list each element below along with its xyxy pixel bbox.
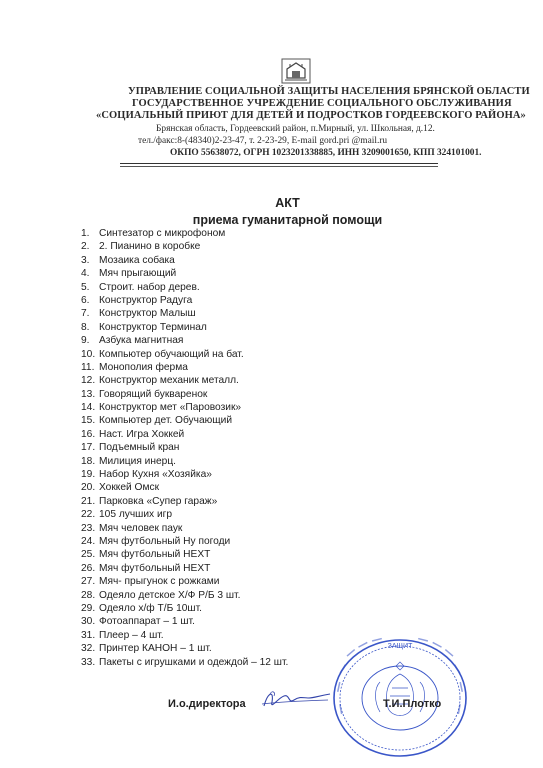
- letterhead-rule-thin: [120, 166, 438, 167]
- list-item-number: 6.: [81, 294, 90, 306]
- letterhead-address: Брянская область, Гордеевский район, п.Мирный, ул. Школьная, д.12.: [156, 124, 435, 134]
- list-item-number: 10.: [81, 348, 96, 360]
- list-item-number: 4.: [81, 268, 90, 280]
- list-item: [81, 428, 288, 441]
- list-item: [81, 348, 288, 361]
- list-item: [81, 267, 288, 280]
- list-item-text: Хоккей Омск: [99, 482, 160, 494]
- list-item: [81, 575, 288, 588]
- list-item: [81, 441, 288, 454]
- list-item-number: 7.: [81, 308, 90, 320]
- seal-lettering: ЗАЩИТ: [387, 643, 413, 650]
- list-item-number: 8.: [81, 321, 90, 333]
- list-item-text: Мозаика собака: [99, 254, 175, 266]
- list-item-number: 9.: [81, 335, 90, 347]
- list-item-text: Мяч футбольный НЕХТ: [99, 562, 211, 574]
- list-item-number: 29.: [81, 602, 96, 614]
- list-item-number: 32.: [81, 643, 96, 655]
- list-item-text: Набор Кухня «Хозяйка»: [99, 469, 212, 481]
- items-list: [81, 227, 288, 669]
- letterhead-codes: ОКПО 55638072, ОГРН 1023201338885, ИНН 3209001650, КПП 324101001.: [170, 148, 482, 158]
- coat-of-arms-icon: [281, 58, 311, 84]
- list-item-number: 21.: [81, 495, 96, 507]
- list-item: [81, 629, 288, 642]
- list-item-text: 105 лучших игр: [99, 509, 173, 521]
- list-item: [81, 535, 288, 548]
- list-item-number: 12.: [81, 375, 96, 387]
- list-item: [81, 240, 288, 253]
- list-item-text: Подъемный кран: [99, 442, 180, 454]
- list-item-number: 13.: [81, 388, 96, 400]
- list-item: [81, 227, 288, 240]
- list-item: [81, 508, 288, 521]
- letterhead-line-1: УПРАВЛЕНИЕ СОЦИАЛЬНОЙ ЗАЩИТЫ НАСЕЛЕНИЯ БРЯНСКОЙ ОБЛАСТИ: [128, 86, 530, 97]
- list-item: [81, 548, 288, 561]
- letterhead-phone: тел./факс:8-(48340)2-23-47, т. 2-23-29, E-mail gord.pri @mail.ru: [138, 136, 388, 146]
- list-item-number: 24.: [81, 535, 96, 547]
- list-item: [81, 388, 288, 401]
- list-item-text: Синтезатор с микрофоном: [99, 228, 226, 239]
- list-item-number: 27.: [81, 576, 96, 588]
- list-item: [81, 455, 288, 468]
- list-item: [81, 334, 288, 347]
- list-item-text: Мяч- прыгунок с рожками: [99, 576, 220, 588]
- list-item-text: Конструктор механик металл.: [99, 375, 239, 387]
- list-item-number: 30.: [81, 616, 96, 628]
- list-item-text: Мяч прыгающий: [99, 268, 177, 280]
- list-item-number: 3.: [81, 254, 90, 266]
- letterhead-rule: [120, 163, 438, 164]
- list-item: [81, 656, 288, 669]
- list-item: [81, 361, 288, 374]
- list-item-number: 17.: [81, 442, 96, 454]
- signer-name: Т.И.Плотко: [383, 698, 442, 710]
- list-item: [81, 294, 288, 307]
- list-item-text: Наст. Игра Хоккей: [99, 428, 185, 440]
- list-item-text: Монополия ферма: [99, 361, 188, 373]
- list-item-text: Мяч футбольный НЕХТ: [99, 549, 211, 561]
- list-item: [81, 562, 288, 575]
- list-item-number: 15.: [81, 415, 96, 427]
- list-item: [81, 307, 288, 320]
- list-item-number: 20.: [81, 482, 96, 494]
- list-item-text: Парковка «Супер гараж»: [99, 495, 218, 507]
- list-item-text: Принтер КАНОН – 1 шт.: [99, 643, 212, 655]
- list-item-text: Пакеты с игрушками и одеждой – 12 шт.: [99, 656, 289, 668]
- letterhead-line-2: ГОСУДАРСТВЕННОЕ УЧРЕЖДЕНИЕ СОЦИАЛЬНОГО ОБСЛУЖИВАНИЯ: [132, 98, 512, 109]
- list-item: [81, 495, 288, 508]
- list-item: [81, 481, 288, 494]
- list-item-number: 19.: [81, 469, 96, 481]
- list-item-text: Мяч человек паук: [99, 522, 183, 534]
- list-item-text: Плеер – 4 шт.: [99, 629, 164, 641]
- list-item-text: Конструктор мет «Паровозик»: [99, 402, 242, 414]
- list-item: [81, 615, 288, 628]
- document-subtitle: приема гуманитарной помощи: [192, 213, 383, 227]
- list-item-text: Фотоаппарат – 1 шт.: [99, 616, 195, 628]
- list-item-number: 14.: [81, 402, 96, 414]
- list-item-number: 25.: [81, 549, 96, 561]
- list-item-number: 33.: [81, 656, 96, 668]
- list-item-text: 2. Пианино в коробке: [99, 241, 201, 253]
- list-item-number: 26.: [81, 562, 96, 574]
- list-item: [81, 281, 288, 294]
- list-item-number: 18.: [81, 455, 96, 467]
- list-item: [81, 602, 288, 615]
- list-item-text: Конструктор Радуга: [99, 294, 193, 306]
- list-item: [81, 522, 288, 535]
- list-item-number: 2.: [81, 241, 90, 253]
- list-item-number: 5.: [81, 281, 90, 293]
- list-item: [81, 401, 288, 414]
- list-item-text: Милиция инерц.: [99, 455, 176, 467]
- list-item: [81, 414, 288, 427]
- list-item-text: Компьютер обучающий на бат.: [99, 348, 244, 360]
- list-item-number: 11.: [81, 361, 95, 373]
- list-item-number: 1.: [81, 228, 90, 239]
- list-item-text: Мяч футбольный Ну погоди: [99, 535, 231, 547]
- official-seal-icon: [318, 622, 476, 762]
- director-label: И.о.директора: [168, 698, 246, 710]
- document-title: АКТ: [275, 196, 300, 210]
- list-item-text: Одеяло детское Х/Ф Р/Б 3 шт.: [99, 589, 241, 601]
- list-item: [81, 642, 288, 655]
- list-item-number: 28.: [81, 589, 96, 601]
- list-item-number: 31.: [81, 629, 96, 641]
- list-item-number: 16.: [81, 428, 96, 440]
- list-item-text: Одеяло х/ф Т/Б 10шт.: [99, 602, 202, 614]
- list-item-number: 23.: [81, 522, 96, 534]
- list-item: [81, 374, 288, 387]
- list-item-text: Конструктор Малыш: [99, 308, 196, 320]
- list-item-number: 22.: [81, 509, 96, 521]
- letterhead-line-3: «СОЦИАЛЬНЫЙ ПРИЮТ ДЛЯ ДЕТЕЙ И ПОДРОСТКОВ ГОРДЕЕВСКОГО РАЙОНА»: [96, 110, 526, 121]
- list-item-text: Строит. набор дерев.: [99, 281, 200, 293]
- list-item: [81, 254, 288, 267]
- list-item-text: Конструктор Терминал: [99, 321, 207, 333]
- list-item: [81, 321, 288, 334]
- list-item: [81, 589, 288, 602]
- list-item-text: Компьютер дет. Обучающий: [99, 415, 233, 427]
- list-item: [81, 468, 288, 481]
- list-item-text: Говорящий букваренок: [99, 388, 208, 400]
- list-item-text: Азбука магнитная: [99, 335, 184, 347]
